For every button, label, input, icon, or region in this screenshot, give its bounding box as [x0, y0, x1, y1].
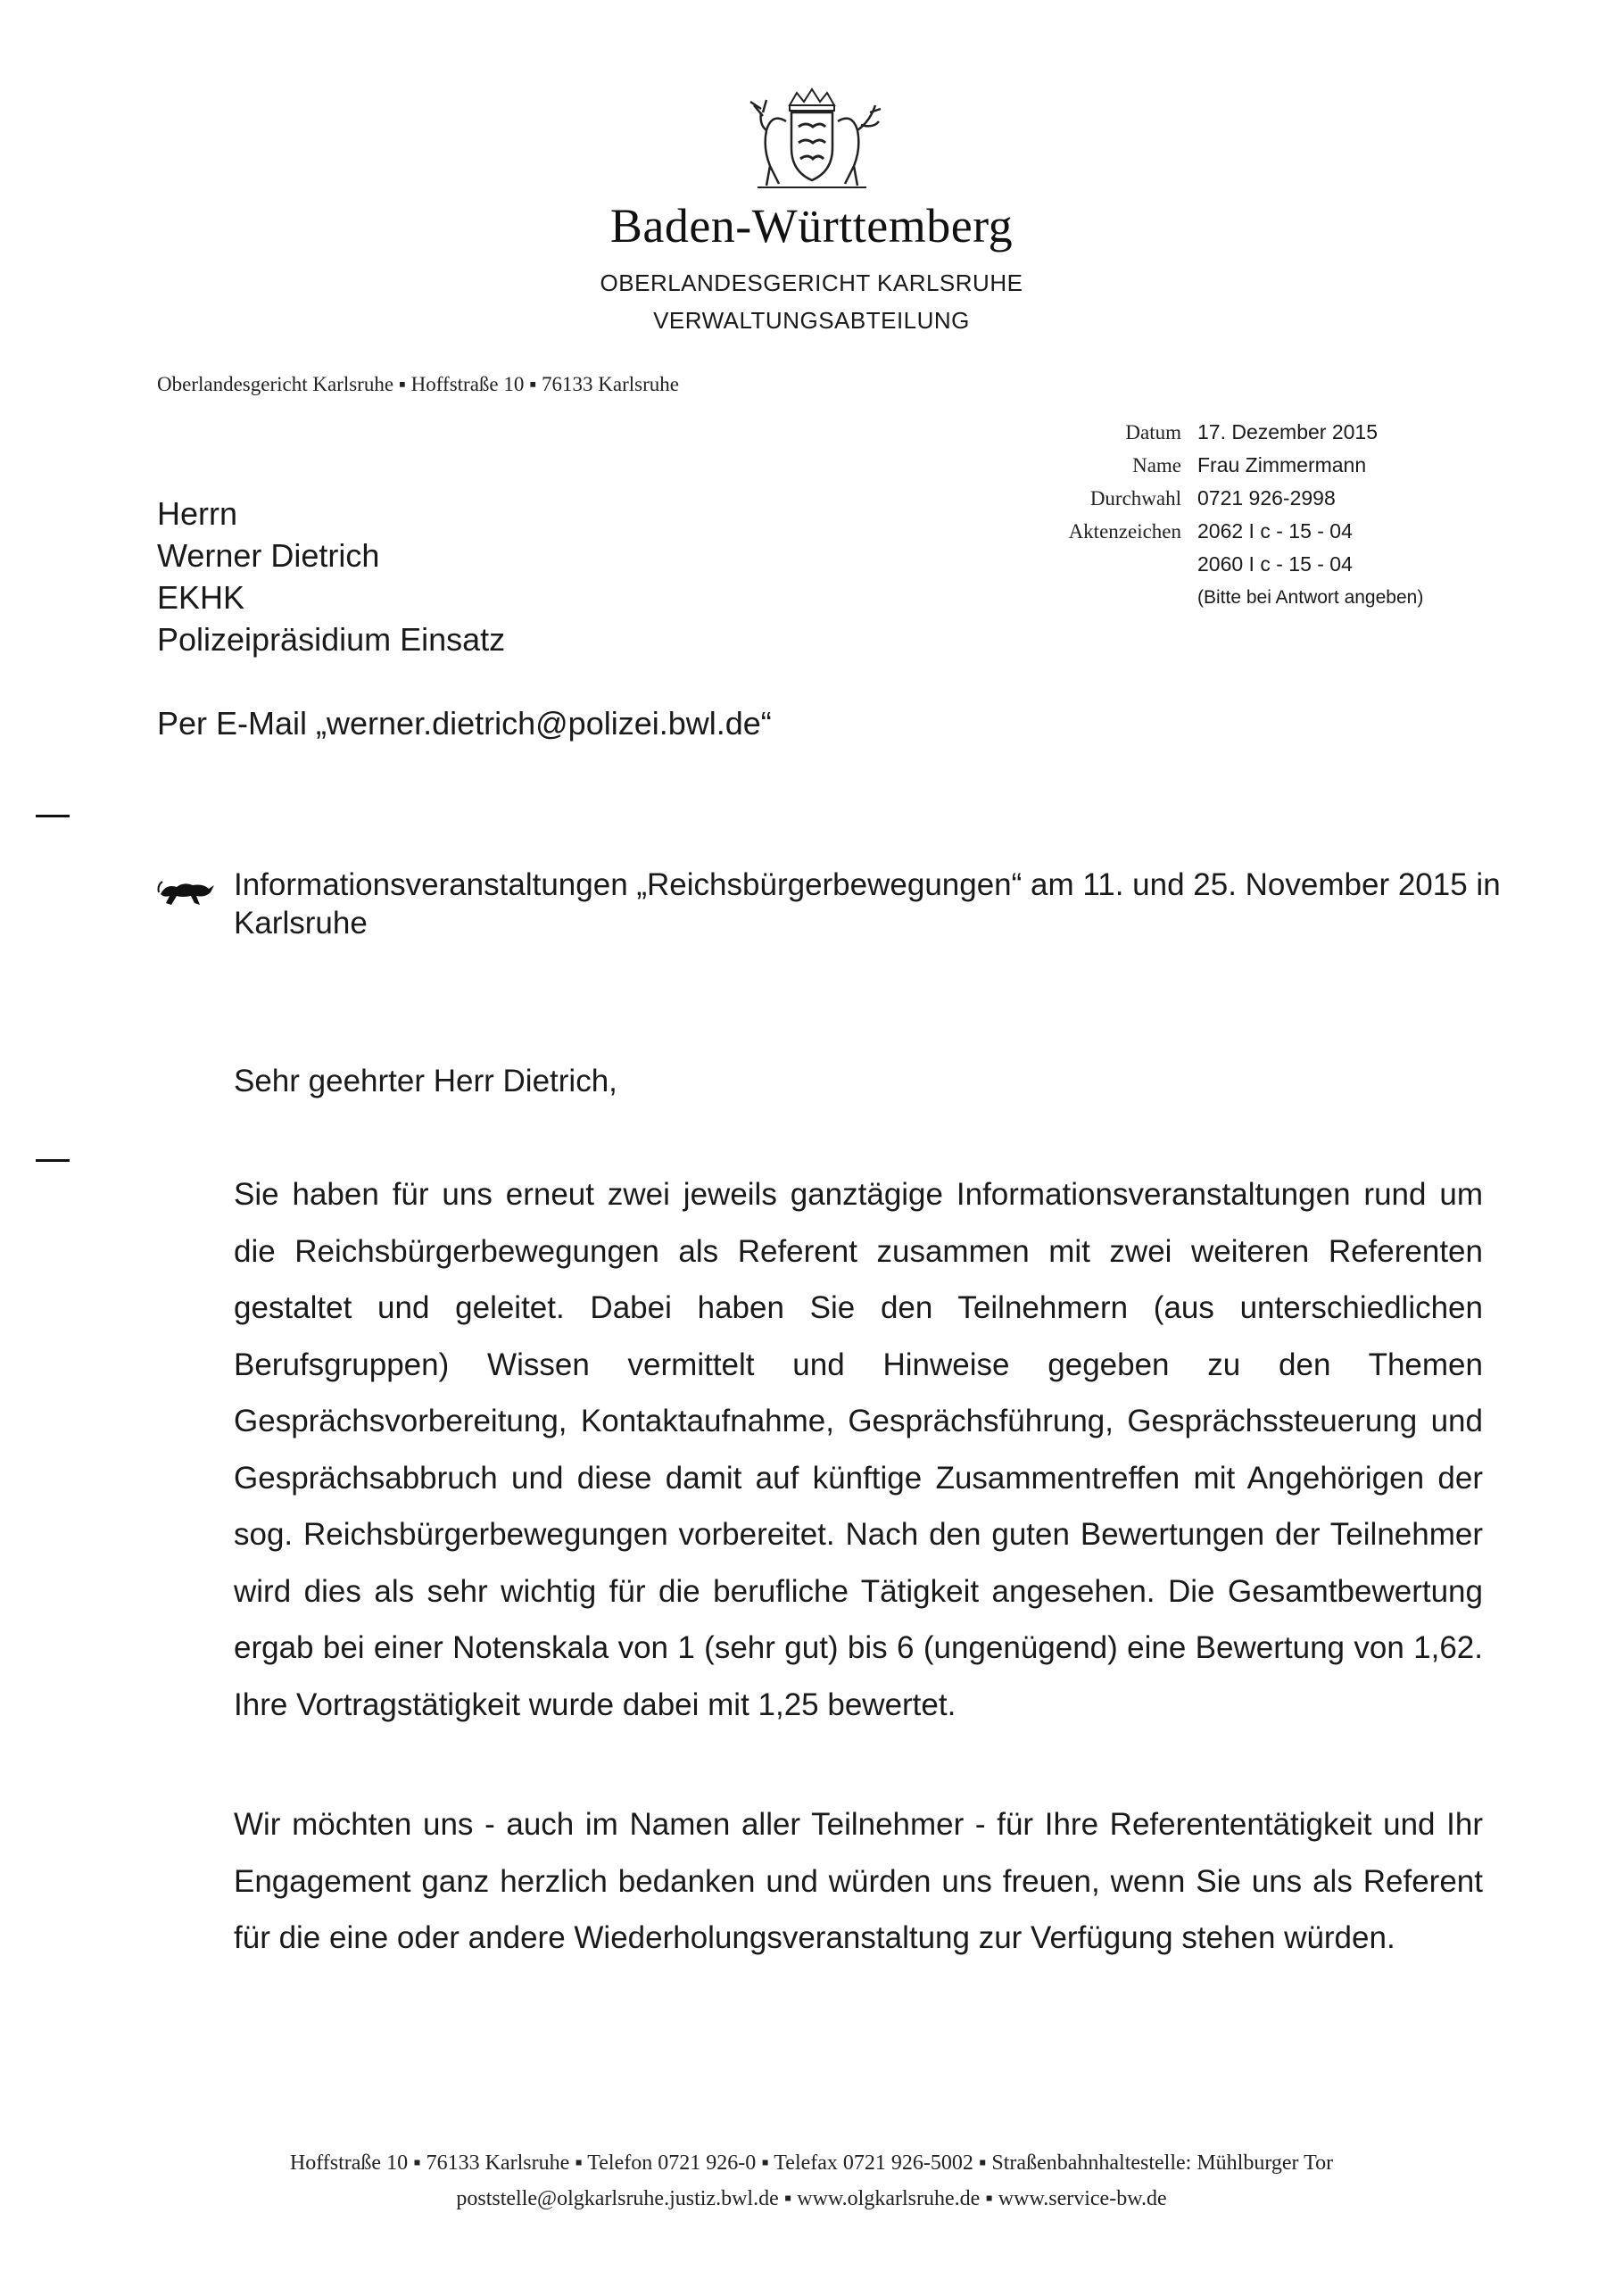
info-note: (Bitte bei Antwort angeben) [1197, 587, 1424, 608]
info-label: Aktenzeichen [1068, 520, 1181, 543]
info-row-name [981, 449, 1423, 482]
info-row-date [981, 416, 1423, 449]
info-row-file-number-2 [981, 548, 1423, 581]
department-name: VERWALTUNGSABTEILUNG [653, 307, 970, 334]
info-value: 17. Dezember 2015 [1197, 420, 1379, 443]
body-paragraph: Sie haben für uns erneut zwei jeweils ganztägige Informationsveranstaltungen rund um die Reichsbürgerbewegungen als Referent zusammen mit zwei weiteren Referenten gestaltet und geleitet. Dabei haben Sie den Teilnehmern (aus unterschiedlichen Berufsgruppen) Wissen vermittelt und Hinweise gegeben zu den Themen Gesprächsvorbereitung, Kontaktaufnahme, Gesprächsführung, Gesprächssteuerung und Gesprächsabbruch und diese damit auf künftige Zusammentreffen mit Angehörigen der sog. Reichsbürgerbewegungen vorbereitet. Nach den guten Bewertungen der Teilnehmer wird dies als sehr wichtig für die berufliche Tätigkeit angesehen. Die Gesamtbewertung ergab bei einer Notenskala von 1 (sehr gut) bis 6 (ungenügend) eine Bewertung von 1,62. Ihre Vortragstätigkeit wurde dabei mit 1,25 bewertet. [234, 1177, 1483, 1722]
info-value: 2060 I c - 15 - 04 [1197, 552, 1353, 576]
salutation: Sehr geehrter Herr Dietrich, [234, 1064, 617, 1098]
fold-mark [36, 815, 70, 817]
info-value: 0721 926-2998 [1197, 486, 1336, 510]
lion-icon [157, 876, 216, 908]
footer-address-line: Hoffstraße 10 ▪ 76133 Karlsruhe ▪ Telefon 0721 926-0 ▪ Telefax 0721 926-5002 ▪ Straßenbahnhaltestelle: Mühlburger Tor [289, 2151, 1334, 2175]
info-row-note [981, 581, 1423, 614]
info-value: Frau Zimmermann [1197, 453, 1367, 477]
body-paragraph: Wir möchten uns - auch im Namen aller Teilnehmer - für Ihre Referententätigkeit und Ihr Engagement ganz herzlich bedanken und würden uns freuen, wenn Sie uns als Referent für die eine oder andere Wiederholungsveranstaltung zur Verfügung stehen würden. [234, 1807, 1483, 1955]
info-label: Durchwahl [1089, 487, 1181, 510]
recipient-line: Herrn [157, 495, 238, 532]
footer-contact-line: poststelle@olgkarlsruhe.justiz.bwl.de ▪ www.olgkarlsruhe.de ▪ www.service-bw.de [456, 2187, 1167, 2210]
coat-of-arms-logo [727, 86, 897, 193]
info-row-file-number [981, 515, 1423, 548]
reference-info-block [981, 416, 1423, 614]
recipient-line: Polizeipräsidium Einsatz [157, 621, 506, 658]
info-label: Datum [1125, 421, 1181, 443]
recipient-address [157, 493, 505, 660]
info-row-extension [981, 482, 1423, 515]
authority-name: OBERLANDESGERICHT KARLSRUHE [600, 269, 1023, 296]
info-label [981, 548, 1197, 581]
subject-line: Informationsveranstaltungen „Reichsbürgerbewegungen“ am 11. und 25. November 2015 in Karlsruhe [234, 867, 1501, 941]
return-address: Oberlandesgericht Karlsruhe ▪ Hoffstraße 10 ▪ 76133 Karlsruhe [157, 373, 679, 395]
state-name: Baden-Württemberg [609, 199, 1014, 253]
info-value: 2062 I c - 15 - 04 [1197, 519, 1353, 543]
recipient-line: Werner Dietrich [157, 537, 380, 574]
info-label: Name [1132, 454, 1181, 477]
recipient-line: EKHK [157, 579, 245, 616]
fold-mark [36, 1159, 70, 1162]
footer [0, 2145, 1623, 2217]
email-line: Per E-Mail „werner.dietrich@polizei.bwl.de“ [157, 705, 772, 742]
